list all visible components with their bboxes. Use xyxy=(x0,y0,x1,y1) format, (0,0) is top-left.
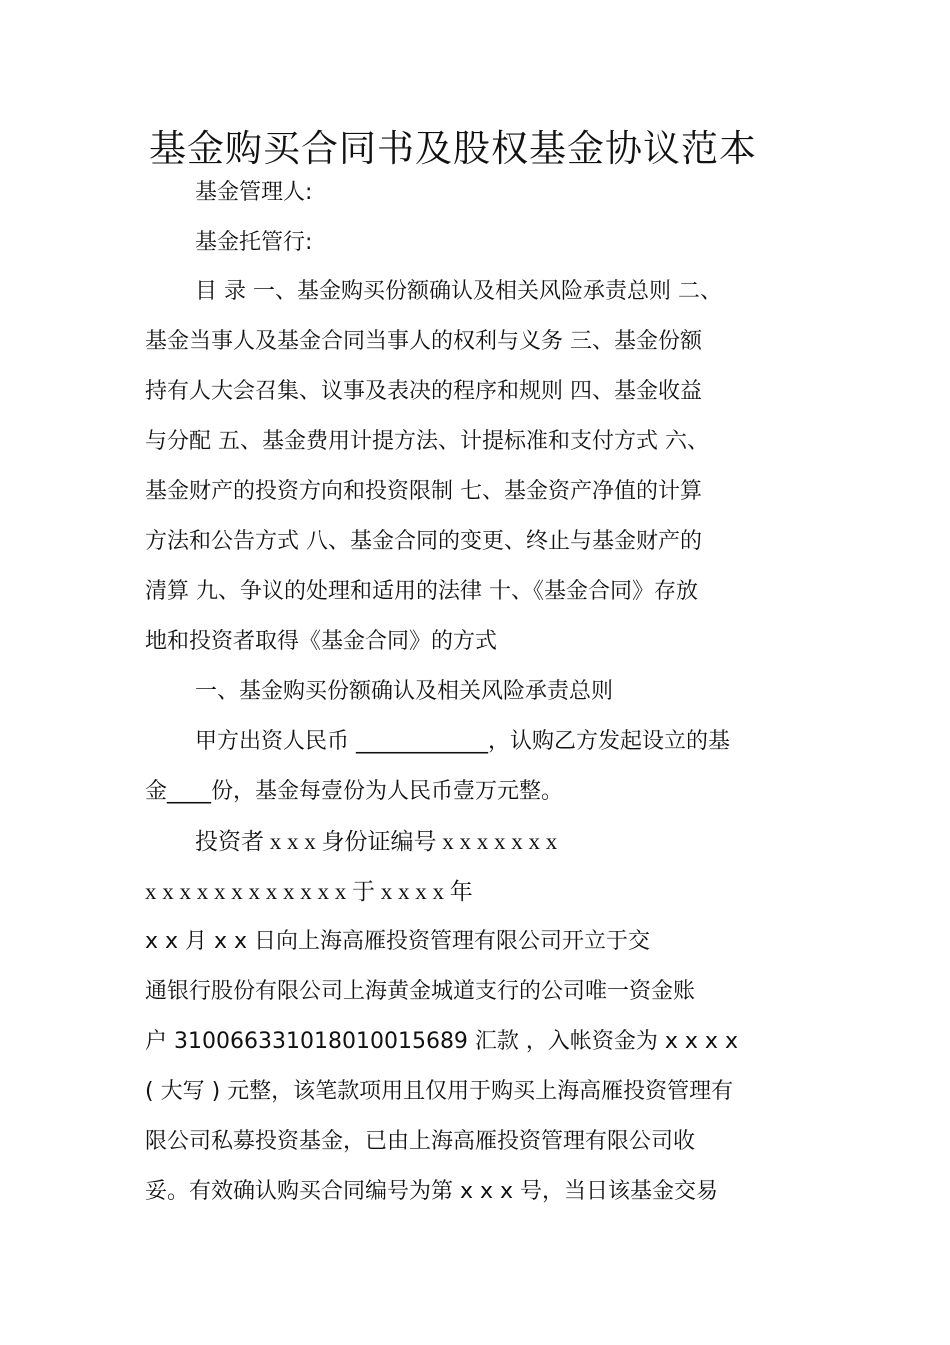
toc-line-8: 地和投资者取得《基金合同》的方式 xyxy=(145,629,498,654)
toc-line-3: 持有人大会召集、议事及表决的程序和规则 四、基金收益 xyxy=(145,379,702,404)
body-line-5: x x 月 x x 日向上海高雁投资管理有限公司开立于交 xyxy=(145,929,651,954)
toc-line-4: 与分配 五、基金费用计提方法、计提标准和支付方式 六、 xyxy=(145,429,709,454)
fund-manager-line: 基金管理人: xyxy=(195,180,313,205)
body-line-2: 金____份，基金每壹份为人民币壹万元整。 xyxy=(145,779,564,804)
body-line-10: 妥。有效确认购买合同编号为第 x x x 号，当日该基金交易 xyxy=(145,1179,719,1204)
toc-line-5: 基金财产的投资方向和投资限制 七、基金资产净值的计算 xyxy=(145,479,702,504)
fund-custodian-line: 基金托管行: xyxy=(195,230,313,255)
toc-line-1: 目 录 一、基金购买份额确认及相关风险承责总则 二、 xyxy=(195,279,722,304)
body-line-1: 甲方出资人民币 ____________，认购乙方发起设立的基 xyxy=(195,729,730,754)
body-line-3: 投资者 x x x 身份证编号 x x x x x x x xyxy=(195,829,558,854)
body-line-4: x x x x x x x x x x x x 于 x x x x 年 xyxy=(145,879,473,904)
document-title: 基金购买合同书及股权基金协议范本 xyxy=(149,127,757,170)
toc-line-6: 方法和公告方式 八、基金合同的变更、终止与基金财产的 xyxy=(145,529,702,554)
toc-line-7: 清算 九、争议的处理和适用的法律 十、《基金合同》存放 xyxy=(145,579,698,604)
body-line-7: 户 310066331018010015689 汇款 ，入帐资金为 x x x x xyxy=(145,1029,738,1054)
toc-line-2: 基金当事人及基金合同当事人的权利与义务 三、基金份额 xyxy=(145,329,702,354)
body-line-6: 通银行股份有限公司上海黄金城道支行的公司唯一资金账 xyxy=(145,979,696,1004)
body-line-8: ( 大写 ) 元整，该笔款项用且仅用于购买上海高雁投资管理有 xyxy=(145,1079,734,1104)
body-line-9: 限公司私募投资基金，已由上海高雁投资管理有限公司收 xyxy=(145,1129,696,1154)
section-heading: 一、基金购买份额确认及相关风险承责总则 xyxy=(195,679,614,704)
